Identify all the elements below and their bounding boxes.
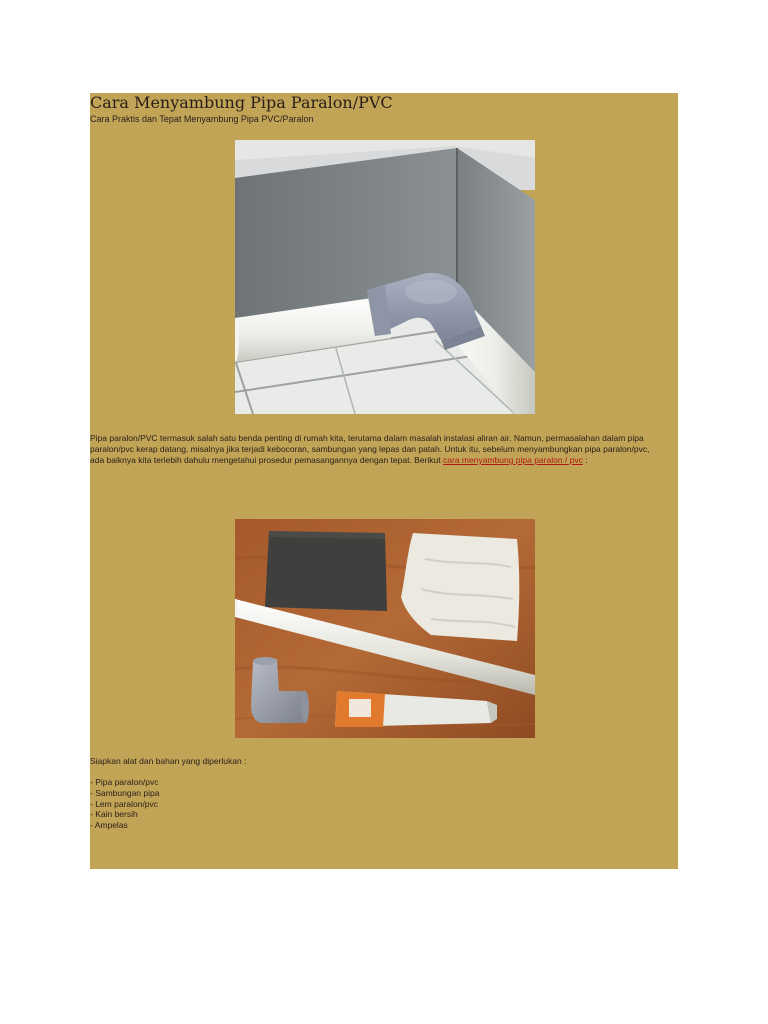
list-item: - Ampelas [90,820,128,831]
intro-line-1: Pipa paralon/PVC termasuk salah satu benda penting di rumah kita, terutama dalam masalah instalasi aliran air. Namun, permasalahan dalam pipa [90,433,644,443]
pipe-elbow-photo [235,140,535,414]
list-item: - Pipa paralon/pvc [90,777,159,787]
list-item: - Kain bersih [90,809,138,820]
intro-line-2: paralon/pvc kerap datang, misalnya jika terjadi kebocoran, sambungan yang lepas dan patah. Untuk itu, sebelum menyambungkan pipa paralon/pvc, [90,444,650,454]
article-title: Cara Menyambung Pipa Paralon/PVC [90,93,393,112]
materials-heading: Siapkan alat dan bahan yang diperlukan : [90,756,247,766]
pipe-connection-link[interactable]: cara menyambung pipa paralon / pvc [443,455,583,465]
materials-list [90,777,159,831]
article-subtitle: Cara Praktis dan Tepat Menyambung Pipa PVC/Paralon [90,114,314,124]
tools-materials-photo [235,519,535,738]
intro-paragraph [90,433,680,466]
intro-line-end: : [582,455,588,465]
intro-line-3: ada baiknya kita terlebih dahulu mengetahui prosedur pemasangannya dengan tepat. Berikut [90,455,441,465]
list-item: - Sambungan pipa [90,787,160,798]
list-item: - Lem paralon/pvc [90,798,159,809]
